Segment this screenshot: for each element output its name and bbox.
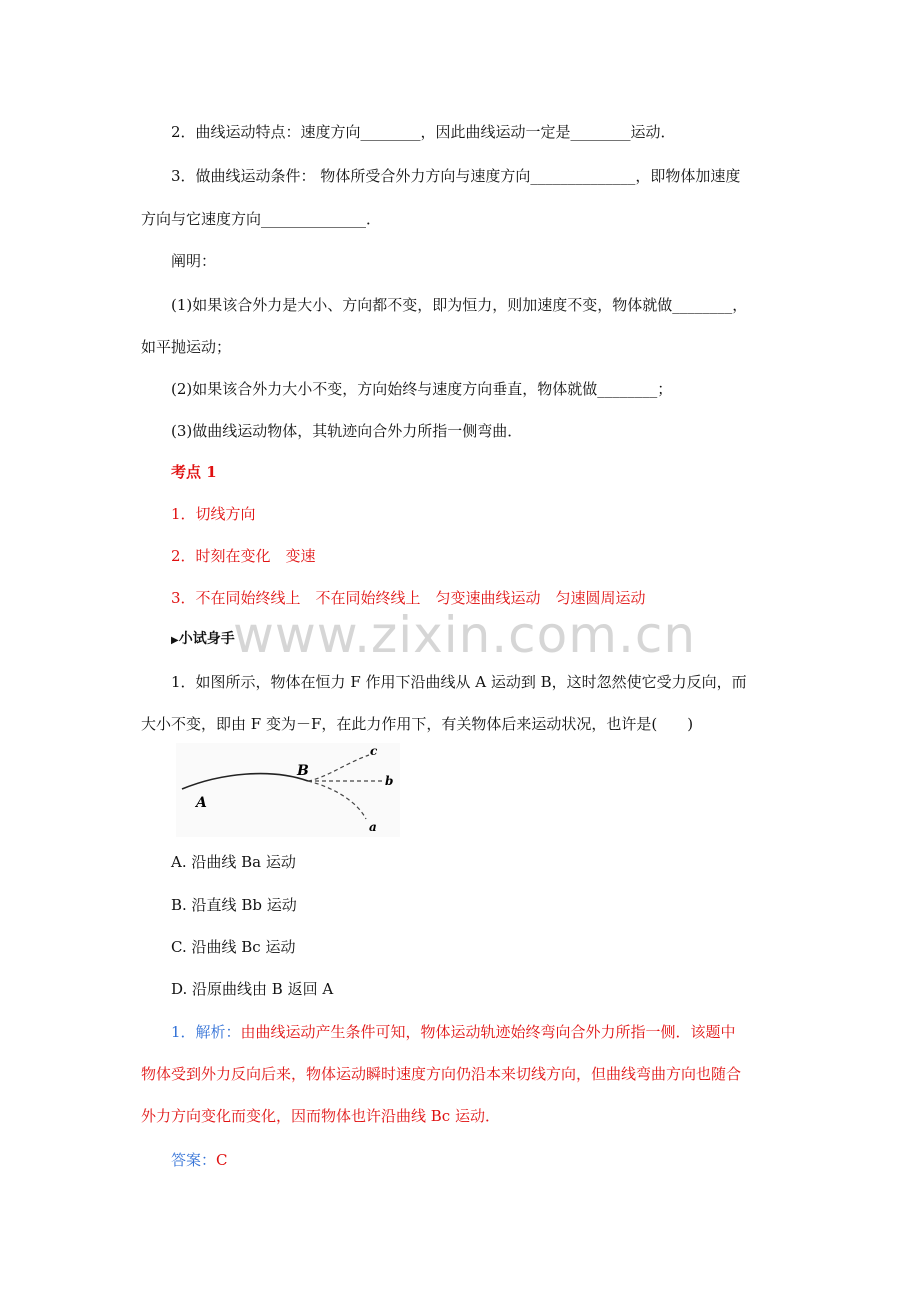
label-B: B [297,763,309,779]
label-a: a [369,820,377,834]
label-b: b [385,774,394,788]
solution-line-1 [171,1022,736,1042]
text-explain-heading: 阐明： [171,252,217,270]
text-explain-1: (1)如果该合外力是大小、方向都不变，即为恒力，则加速度不变，物体就做________， [171,296,748,314]
solution-line-2: 物体受到外力反向后来，物体运动瞬时速度方向仍沿本来切线方向，但曲线弯曲方向也随合 [141,1065,742,1083]
section-title: 小试身手 [178,631,235,647]
kaodian-answer-3: 3．不在同始终线上 不在同始终线上 匀变速曲线运动 匀速圆周运动 [171,589,646,607]
option-d: D. 沿原曲线由 B 返回 A [171,980,334,998]
solution-line-3: 外力方向变化而变化，因而物体也许沿曲线 Bc 运动． [141,1107,500,1125]
label-A: A [196,795,207,811]
answer-value: C [216,1151,228,1169]
text-line-2: 2．曲线运动特点：速度方向________，因此曲线运动一定是________运动． [171,123,676,141]
question-line-1: 1．如图所示，物体在恒力 F 作用下沿曲线从 A 运动到 B，这时忽然使它受力反向，而 [171,673,747,691]
text-line-3: 3．做曲线运动条件： 物体所受合外力方向与速度方向______________，即物体加速度 [171,167,741,185]
kaodian-answer-2: 2．时刻在变化 变速 [171,547,316,565]
text-explain-3: (3)做曲线运动物体，其轨迹向合外力所指一侧弯曲． [171,422,523,440]
solution-label: 1．解析： [171,1023,241,1041]
triangle-bullet-icon: ▶ [171,635,179,646]
kaodian-answer-1: 1．切线方向 [171,505,256,523]
answer-label: 答案： [171,1151,217,1169]
kaodian-title: 考点 1 [171,463,217,481]
text-explain-1-cont: 如平抛运动； [141,338,232,356]
figure-background [176,743,400,837]
option-a: A. 沿曲线 Ba 运动 [171,853,296,871]
text-explain-2: (2)如果该合外力大小不变，方向始终与速度方向垂直，物体就做________； [171,380,673,398]
option-b: B. 沿直线 Bb 运动 [171,896,297,914]
label-c: c [370,744,378,758]
question-line-2: 大小不变，即由 F 变为－F，在此力作用下，有关物体后来运动状况，也许是( ) [141,715,694,733]
watermark: www.zixin.com.cn [233,606,697,664]
section-heading [171,629,235,651]
solution-text-1: 由曲线运动产生条件可知，物体运动轨迹始终弯向合外力所指一侧．该题中 [240,1023,736,1041]
trajectory-figure [176,743,400,837]
text-line-3-cont: 方向与它速度方向______________． [141,210,382,228]
option-c: C. 沿曲线 Bc 运动 [171,938,296,956]
answer-line [171,1150,228,1170]
